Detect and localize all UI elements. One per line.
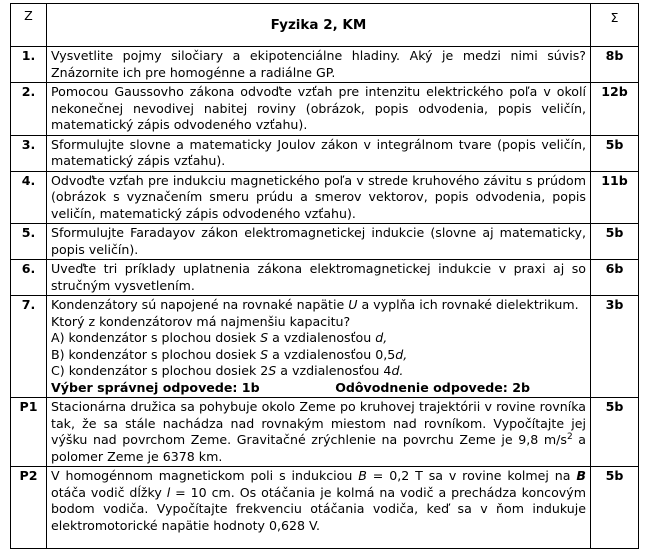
exam-title: Fyzika 2, KM — [47, 4, 591, 47]
question-text: Odvoďte vzťah pre indukciu magnetického poľa v strede kruhového závitu s prúdom (obrázok s vyznačením smeru prúdu a smerov vektorov, popis odvodenia, popis veličín, matematický zápis odvodeného vzťahu). — [47, 171, 591, 224]
q7-option-c: C) kondenzátor s plochou dosiek 2S a vzdialenosťou 4d. — [51, 363, 404, 378]
question-text: Pomocou Gaussovho zákona odvoďte vzťah pre intenzitu elektrického poľa v okolí nekonečnej nevodivej nabitej roviny (obrázok, popis odvodenia, popis veličín, matematický zápis odvodeného vzťahu). — [47, 83, 591, 136]
question-row-7 — [11, 296, 639, 398]
q7-intro: Kondenzátory sú napojené na rovnaké napätie U a vyplňa ich rovnaké dielektrikum. Ktorý z kondenzátorov má najmenšiu kapacitu? — [51, 297, 579, 329]
exam-table — [10, 3, 639, 549]
q7-justification-points: Odôvodnenie odpovede: 2b — [335, 379, 530, 395]
question-points: 11b — [591, 171, 639, 224]
problem-number: P2 — [11, 467, 47, 549]
problem-row-p1 — [11, 398, 639, 467]
header-number: Z — [11, 4, 47, 47]
question-text: Sformulujte Faradayov zákon elektromagnetickej indukcie (slovne aj matematicky, popis veličín). — [47, 224, 591, 260]
question-row — [11, 171, 639, 224]
question-row — [11, 135, 639, 171]
question-row — [11, 47, 639, 83]
q7-option-b: B) kondenzátor s plochou dosiek S a vzdialenosťou 0,5d, — [51, 346, 408, 362]
question-row — [11, 83, 639, 136]
problem-points: 5b — [591, 398, 639, 467]
question-points: 3b — [591, 296, 639, 398]
question-7-text — [47, 296, 591, 398]
question-text: Sformulujte slovne a matematicky Joulov zákon v integrálnom tvare (popis veličín, matematický zápis vzťahu). — [47, 135, 591, 171]
question-row — [11, 224, 639, 260]
question-points: 8b — [591, 47, 639, 83]
question-points: 5b — [591, 224, 639, 260]
question-number: 3. — [11, 135, 47, 171]
question-points: 12b — [591, 83, 639, 136]
question-number: 4. — [11, 171, 47, 224]
question-text: Vysvetlite pojmy siločiary a ekipotenciálne hladiny. Aký je medzi nimi súvis? Znázornite ich pre homogénne a radiálne GP. — [47, 47, 591, 83]
question-row — [11, 260, 639, 296]
header-row — [11, 4, 639, 47]
question-number: 7. — [11, 296, 47, 398]
question-text: Uveďte tri príklady uplatnenia zákona elektromagnetickej indukcie v praxi aj so stručným vysvetlením. — [47, 260, 591, 296]
header-points: Σ — [591, 4, 639, 47]
problem-points: 5b — [591, 467, 639, 549]
question-number: 2. — [11, 83, 47, 136]
question-number: 5. — [11, 224, 47, 260]
question-points: 6b — [591, 260, 639, 296]
q7-selection-points: Výber správnej odpovede: 1b — [51, 379, 260, 395]
question-points: 5b — [591, 135, 639, 171]
q7-scoring — [51, 380, 586, 397]
question-number: 6. — [11, 260, 47, 296]
question-number: 1. — [11, 47, 47, 83]
problem-1-text: Stacionárna družica sa pohybuje okolo Zeme po kruhovej trajektórii v rovine rovníka tak, že sa stále nachádza nad rovnakým miestom nad rovníkom. Vypočítajte jej výšku nad povrchom Zeme. Gravitačné zrýchlenie na povrchu Zeme je 9,8 $m/s^2$ a polomer Zeme je 6378 km. — [47, 398, 591, 467]
problem-row-p2 — [11, 467, 639, 549]
problem-number: P1 — [11, 398, 47, 467]
q7-option-a: A) kondenzátor s plochou dosiek S a vzdialenosťou d, — [51, 330, 388, 345]
problem-2-text: V homogénnom magnetickom poli s indukciou B = 0,2 T sa v rovine kolmej na B otáča vodič dĺžky l = 10 cm. Os otáčania je kolmá na vodič a prechádza koncovým bodom vodiča. Vypočítajte frekvenciu otáčania vodiča, keď sa v ňom indukuje elektromotorické napätie hodnoty 0,628 V. — [47, 467, 591, 549]
